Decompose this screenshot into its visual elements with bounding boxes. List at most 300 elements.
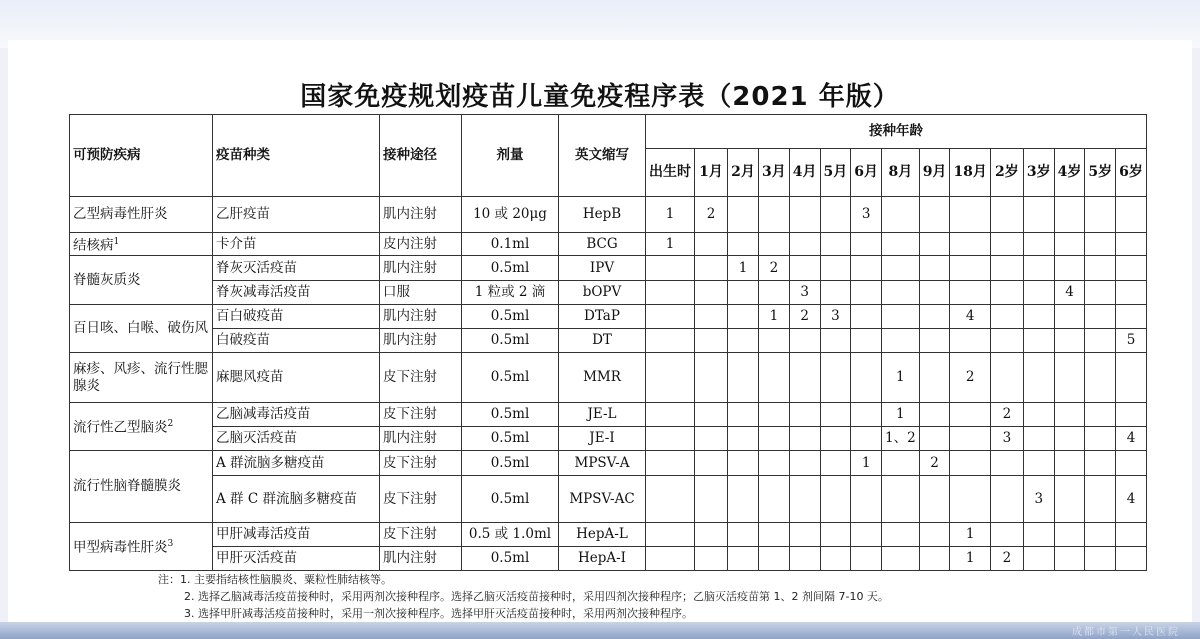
dose-number bbox=[695, 353, 728, 403]
dose-number bbox=[950, 197, 990, 233]
dose-number bbox=[728, 305, 759, 329]
disease-name: 百日咳、白喉、破伤风 bbox=[73, 320, 208, 336]
header-age: 5月 bbox=[820, 149, 851, 197]
dose-number bbox=[820, 353, 851, 403]
dose: 10 或 20μg bbox=[462, 197, 559, 233]
header-disease: 可预防疾病 bbox=[70, 115, 213, 197]
dose-number bbox=[759, 403, 790, 427]
dose-number bbox=[1085, 329, 1116, 353]
dose-number bbox=[882, 256, 920, 281]
dose-number bbox=[728, 197, 759, 233]
dose-number: 1 bbox=[851, 451, 882, 476]
dose-number: 4 bbox=[1054, 281, 1085, 305]
vaccine-name: 乙脑减毒活疫苗 bbox=[213, 403, 380, 427]
dose-number bbox=[646, 305, 695, 329]
dose-number bbox=[882, 523, 920, 547]
dose-number bbox=[882, 476, 920, 523]
dose-number bbox=[695, 523, 728, 547]
dose-number bbox=[1023, 281, 1054, 305]
route: 肌内注射 bbox=[380, 256, 462, 281]
dose-number bbox=[646, 523, 695, 547]
dose-number bbox=[820, 403, 851, 427]
dose-number bbox=[759, 233, 790, 256]
dose-number bbox=[789, 476, 820, 523]
dose-number bbox=[919, 197, 950, 233]
vaccine-name: 麻腮风疫苗 bbox=[213, 353, 380, 403]
dose-number bbox=[646, 353, 695, 403]
dose-number: 1 bbox=[728, 256, 759, 281]
dose-number bbox=[820, 233, 851, 256]
dose-number bbox=[990, 451, 1023, 476]
header-dose: 剂量 bbox=[462, 115, 559, 197]
dose-number bbox=[990, 329, 1023, 353]
dose-number bbox=[882, 329, 920, 353]
route: 肌内注射 bbox=[380, 197, 462, 233]
dose-number bbox=[759, 476, 790, 523]
vaccine-name: 乙肝疫苗 bbox=[213, 197, 380, 233]
dose-number bbox=[1054, 451, 1085, 476]
disease-cell bbox=[70, 451, 213, 523]
disease-cell bbox=[70, 233, 213, 256]
dose-number bbox=[990, 233, 1023, 256]
dose-number: 3 bbox=[851, 197, 882, 233]
dose-number bbox=[728, 427, 759, 451]
dose: 0.5ml bbox=[462, 403, 559, 427]
dose-number: 2 bbox=[919, 451, 950, 476]
dose-number bbox=[1116, 281, 1147, 305]
dose-number bbox=[820, 256, 851, 281]
dose-number bbox=[820, 523, 851, 547]
dose-number: 1 bbox=[646, 197, 695, 233]
dose-number bbox=[646, 547, 695, 571]
vaccine-name: A 群 C 群流脑多糖疫苗 bbox=[213, 476, 380, 523]
dose-number bbox=[728, 403, 759, 427]
dose-number bbox=[1116, 197, 1147, 233]
route: 皮下注射 bbox=[380, 403, 462, 427]
dose-number: 2 bbox=[950, 353, 990, 403]
route: 肌内注射 bbox=[380, 427, 462, 451]
dose-number bbox=[990, 476, 1023, 523]
dose-number bbox=[1116, 256, 1147, 281]
dose-number bbox=[1085, 451, 1116, 476]
dose-number bbox=[820, 281, 851, 305]
dose-number bbox=[759, 547, 790, 571]
dose-number bbox=[646, 476, 695, 523]
table-row bbox=[70, 281, 1147, 305]
abbreviation: JE-I bbox=[559, 427, 646, 451]
dose-number bbox=[851, 353, 882, 403]
dose-number bbox=[990, 353, 1023, 403]
dose-number: 2 bbox=[695, 197, 728, 233]
dose-number bbox=[1085, 427, 1116, 451]
abbreviation: DT bbox=[559, 329, 646, 353]
dose-number: 3 bbox=[990, 427, 1023, 451]
table-row bbox=[70, 305, 1147, 329]
footnote-3: 3. 选择甲肝减毒活疫苗接种时，采用一剂次接种程序。选择甲肝灭活疫苗接种时，采用两剂次接种程序。 bbox=[184, 607, 693, 620]
dose-number bbox=[728, 353, 759, 403]
dose-number bbox=[1023, 329, 1054, 353]
dose-number bbox=[919, 233, 950, 256]
dose-number bbox=[851, 427, 882, 451]
dose-number bbox=[646, 329, 695, 353]
header-age: 8月 bbox=[882, 149, 920, 197]
dose-number bbox=[728, 451, 759, 476]
footnote-ref: 2 bbox=[167, 418, 174, 429]
dose-number bbox=[728, 281, 759, 305]
table-row bbox=[70, 451, 1147, 476]
dose-number bbox=[1085, 305, 1116, 329]
disease-cell bbox=[70, 305, 213, 353]
footnote-1: 注：1. 主要指结核性脑膜炎、粟粒性肺结核等。 bbox=[158, 573, 392, 586]
dose-number bbox=[1054, 547, 1085, 571]
dose-number: 2 bbox=[990, 547, 1023, 571]
disease-cell bbox=[70, 256, 213, 305]
header-age-group: 接种年龄 bbox=[646, 115, 1147, 149]
dose-number bbox=[820, 427, 851, 451]
dose-number bbox=[789, 427, 820, 451]
vaccine-name: A 群流脑多糖疫苗 bbox=[213, 451, 380, 476]
dose-number bbox=[1085, 523, 1116, 547]
dose-number bbox=[1054, 427, 1085, 451]
dose-number bbox=[646, 427, 695, 451]
header-vaccine: 疫苗种类 bbox=[213, 115, 380, 197]
header-age: 2岁 bbox=[990, 149, 1023, 197]
dose-number bbox=[851, 233, 882, 256]
dose-number bbox=[759, 329, 790, 353]
vaccine-name: 脊灰灭活疫苗 bbox=[213, 256, 380, 281]
dose-number bbox=[789, 523, 820, 547]
header-age: 9月 bbox=[919, 149, 950, 197]
dose-number bbox=[695, 547, 728, 571]
dose-number bbox=[1054, 233, 1085, 256]
dose-number bbox=[1116, 523, 1147, 547]
dose-number bbox=[759, 451, 790, 476]
header-age: 3岁 bbox=[1023, 149, 1054, 197]
dose-number bbox=[950, 256, 990, 281]
table-row bbox=[70, 197, 1147, 233]
dose-number bbox=[820, 329, 851, 353]
header-age: 2月 bbox=[728, 149, 759, 197]
dose-number bbox=[1116, 547, 1147, 571]
table-row bbox=[70, 523, 1147, 547]
dose-number bbox=[1054, 353, 1085, 403]
dose-number bbox=[1085, 197, 1116, 233]
dose-number bbox=[759, 197, 790, 233]
vaccine-name: 甲肝减毒活疫苗 bbox=[213, 523, 380, 547]
dose-number bbox=[695, 427, 728, 451]
header-age: 出生时 bbox=[646, 149, 695, 197]
disease-name: 流行性乙型脑炎 bbox=[73, 419, 168, 435]
table-row bbox=[70, 403, 1147, 427]
dose-number bbox=[695, 281, 728, 305]
dose-number bbox=[1116, 233, 1147, 256]
dose-number: 2 bbox=[789, 305, 820, 329]
dose-number bbox=[695, 403, 728, 427]
header-age: 4岁 bbox=[1054, 149, 1085, 197]
abbreviation: BCG bbox=[559, 233, 646, 256]
table-row bbox=[70, 427, 1147, 451]
dose-number bbox=[1116, 403, 1147, 427]
header-route: 接种途径 bbox=[380, 115, 462, 197]
table-row bbox=[70, 476, 1147, 523]
vaccine-name: 甲肝灭活疫苗 bbox=[213, 547, 380, 571]
route: 皮下注射 bbox=[380, 476, 462, 523]
abbreviation: JE-L bbox=[559, 403, 646, 427]
dose-number bbox=[1085, 547, 1116, 571]
abbreviation: HepA-L bbox=[559, 523, 646, 547]
dose-number bbox=[1085, 353, 1116, 403]
dose: 0.5ml bbox=[462, 353, 559, 403]
route: 皮下注射 bbox=[380, 523, 462, 547]
table-row bbox=[70, 256, 1147, 281]
dose-number bbox=[919, 476, 950, 523]
dose-number bbox=[728, 329, 759, 353]
dose-number bbox=[820, 547, 851, 571]
dose-number bbox=[990, 256, 1023, 281]
route: 皮下注射 bbox=[380, 353, 462, 403]
dose-number bbox=[759, 353, 790, 403]
dose-number bbox=[990, 197, 1023, 233]
dose-number bbox=[646, 256, 695, 281]
dose-number bbox=[789, 451, 820, 476]
route: 肌内注射 bbox=[380, 547, 462, 571]
header-age: 6岁 bbox=[1116, 149, 1147, 197]
route: 皮下注射 bbox=[380, 451, 462, 476]
dose-number bbox=[851, 403, 882, 427]
dose-number bbox=[1085, 233, 1116, 256]
disease-name: 结核病 bbox=[73, 237, 114, 254]
dose-number bbox=[1085, 281, 1116, 305]
disease-cell bbox=[70, 403, 213, 451]
dose: 0.1ml bbox=[462, 233, 559, 256]
abbreviation: MMR bbox=[559, 353, 646, 403]
header-abbr: 英文缩写 bbox=[559, 115, 646, 197]
dose: 1 粒或 2 滴 bbox=[462, 281, 559, 305]
disease-name: 麻疹、风疹、流行性腮腺炎 bbox=[73, 360, 208, 394]
dose: 0.5ml bbox=[462, 329, 559, 353]
abbreviation: bOPV bbox=[559, 281, 646, 305]
dose-number bbox=[820, 476, 851, 523]
page-title: 国家免疫规划疫苗儿童免疫程序表（2021 年版） bbox=[300, 82, 900, 112]
footnote-2: 2. 选择乙脑减毒活疫苗接种时，采用两剂次接种程序。选择乙脑灭活疫苗接种时，采用四剂次接种程序；乙脑灭活疫苗第 1、2 剂间隔 7-10 天。 bbox=[184, 590, 889, 603]
dose-number bbox=[1116, 353, 1147, 403]
table-row bbox=[70, 233, 1147, 256]
dose-number bbox=[789, 233, 820, 256]
dose-number bbox=[950, 233, 990, 256]
dose-number bbox=[919, 403, 950, 427]
dose: 0.5ml bbox=[462, 476, 559, 523]
header-age: 3月 bbox=[759, 149, 790, 197]
dose-number: 1 bbox=[950, 523, 990, 547]
dose-number bbox=[1054, 197, 1085, 233]
vaccine-name: 白破疫苗 bbox=[213, 329, 380, 353]
dose-number bbox=[695, 305, 728, 329]
dose-number bbox=[1023, 233, 1054, 256]
dose-number bbox=[1054, 305, 1085, 329]
abbreviation: HepA-I bbox=[559, 547, 646, 571]
abbreviation: DTaP bbox=[559, 305, 646, 329]
dose-number bbox=[728, 233, 759, 256]
dose-number: 1 bbox=[882, 403, 920, 427]
dose-number bbox=[919, 281, 950, 305]
dose-number bbox=[646, 451, 695, 476]
dose-number bbox=[1116, 451, 1147, 476]
dose-number bbox=[851, 523, 882, 547]
vaccine-name: 脊灰减毒活疫苗 bbox=[213, 281, 380, 305]
dose-number bbox=[789, 353, 820, 403]
dose-number: 1、2 bbox=[882, 427, 920, 451]
dose: 0.5ml bbox=[462, 305, 559, 329]
dose-number: 1 bbox=[759, 305, 790, 329]
dose-number bbox=[789, 197, 820, 233]
dose-number bbox=[728, 523, 759, 547]
route: 皮内注射 bbox=[380, 233, 462, 256]
dose-number bbox=[851, 281, 882, 305]
dose-number bbox=[950, 329, 990, 353]
dose-number bbox=[882, 451, 920, 476]
dose-number bbox=[1054, 256, 1085, 281]
dose-number bbox=[1023, 427, 1054, 451]
dose-number bbox=[646, 281, 695, 305]
header-age: 4月 bbox=[789, 149, 820, 197]
dose-number bbox=[1023, 256, 1054, 281]
dose-number bbox=[882, 281, 920, 305]
dose: 0.5ml bbox=[462, 256, 559, 281]
header-age: 5岁 bbox=[1085, 149, 1116, 197]
table-row bbox=[70, 329, 1147, 353]
dose-number bbox=[1023, 197, 1054, 233]
footnote-ref: 1 bbox=[113, 236, 120, 247]
dose-number bbox=[695, 256, 728, 281]
dose-number bbox=[820, 451, 851, 476]
dose-number: 3 bbox=[789, 281, 820, 305]
dose-number: 4 bbox=[1116, 476, 1147, 523]
route: 肌内注射 bbox=[380, 305, 462, 329]
dose-number bbox=[1116, 305, 1147, 329]
route: 肌内注射 bbox=[380, 329, 462, 353]
dose-number bbox=[1054, 403, 1085, 427]
dose-number bbox=[882, 547, 920, 571]
dose-number: 4 bbox=[950, 305, 990, 329]
dose-number: 1 bbox=[882, 353, 920, 403]
dose-number bbox=[789, 256, 820, 281]
dose-number bbox=[1085, 476, 1116, 523]
dose-number: 1 bbox=[646, 233, 695, 256]
dose-number: 3 bbox=[1023, 476, 1054, 523]
dose-number bbox=[759, 523, 790, 547]
dose-number bbox=[759, 427, 790, 451]
abbreviation: IPV bbox=[559, 256, 646, 281]
window-bottom-bar bbox=[0, 622, 1200, 639]
dose: 0.5ml bbox=[462, 547, 559, 571]
dose-number bbox=[1023, 451, 1054, 476]
dose-number bbox=[1085, 403, 1116, 427]
dose-number bbox=[990, 305, 1023, 329]
dose-number bbox=[1023, 523, 1054, 547]
dose-number bbox=[882, 233, 920, 256]
dose-number: 3 bbox=[820, 305, 851, 329]
immunization-schedule-table bbox=[69, 114, 1147, 571]
dose-number bbox=[1054, 523, 1085, 547]
dose-number bbox=[851, 305, 882, 329]
dose-number bbox=[851, 547, 882, 571]
disease-cell bbox=[70, 523, 213, 571]
dose-number: 5 bbox=[1116, 329, 1147, 353]
vaccine-name: 百白破疫苗 bbox=[213, 305, 380, 329]
dose-number: 2 bbox=[990, 403, 1023, 427]
dose-number bbox=[882, 305, 920, 329]
abbreviation: MPSV-A bbox=[559, 451, 646, 476]
dose-number bbox=[789, 329, 820, 353]
dose-number bbox=[882, 197, 920, 233]
dose-number bbox=[1023, 305, 1054, 329]
dose: 0.5 或 1.0ml bbox=[462, 523, 559, 547]
dose-number bbox=[820, 197, 851, 233]
dose: 0.5ml bbox=[462, 427, 559, 451]
footnotes bbox=[158, 571, 889, 622]
dose-number bbox=[851, 476, 882, 523]
dose-number: 4 bbox=[1116, 427, 1147, 451]
dose-number bbox=[990, 523, 1023, 547]
disease-name: 脊髓灰质炎 bbox=[73, 271, 141, 288]
route: 口服 bbox=[380, 281, 462, 305]
dose-number bbox=[990, 281, 1023, 305]
dose-number bbox=[919, 329, 950, 353]
dose-number bbox=[695, 329, 728, 353]
dose-number bbox=[695, 233, 728, 256]
dose-number bbox=[950, 451, 990, 476]
watermark: 成都市第一人民医院 bbox=[1072, 627, 1180, 638]
disease-cell bbox=[70, 197, 213, 233]
dose-number: 2 bbox=[759, 256, 790, 281]
dose-number bbox=[789, 547, 820, 571]
dose-number bbox=[950, 476, 990, 523]
disease-name: 乙型病毒性肝炎 bbox=[73, 206, 168, 222]
vaccine-name: 卡介苗 bbox=[213, 233, 380, 256]
table-row bbox=[70, 547, 1147, 571]
footnote-ref: 3 bbox=[167, 539, 174, 550]
dose-number bbox=[728, 547, 759, 571]
dose-number bbox=[919, 353, 950, 403]
dose-number bbox=[950, 427, 990, 451]
dose-number bbox=[919, 523, 950, 547]
dose-number bbox=[789, 403, 820, 427]
disease-name: 流行性脑脊髓膜炎 bbox=[73, 478, 181, 494]
dose-number bbox=[1085, 256, 1116, 281]
dose-number bbox=[728, 476, 759, 523]
dose-number bbox=[1023, 403, 1054, 427]
dose-number bbox=[646, 403, 695, 427]
dose-number: 1 bbox=[950, 547, 990, 571]
dose: 0.5ml bbox=[462, 451, 559, 476]
dose-number bbox=[919, 427, 950, 451]
dose-number bbox=[759, 281, 790, 305]
dose-number bbox=[919, 256, 950, 281]
dose-number bbox=[1023, 353, 1054, 403]
dose-number bbox=[695, 451, 728, 476]
abbreviation: HepB bbox=[559, 197, 646, 233]
dose-number bbox=[1054, 476, 1085, 523]
dose-number bbox=[919, 547, 950, 571]
dose-number bbox=[695, 476, 728, 523]
header-age: 18月 bbox=[950, 149, 990, 197]
header-age: 6月 bbox=[851, 149, 882, 197]
dose-number bbox=[851, 256, 882, 281]
abbreviation: MPSV-AC bbox=[559, 476, 646, 523]
dose-number bbox=[1023, 547, 1054, 571]
header-age: 1月 bbox=[695, 149, 728, 197]
dose-number bbox=[919, 305, 950, 329]
